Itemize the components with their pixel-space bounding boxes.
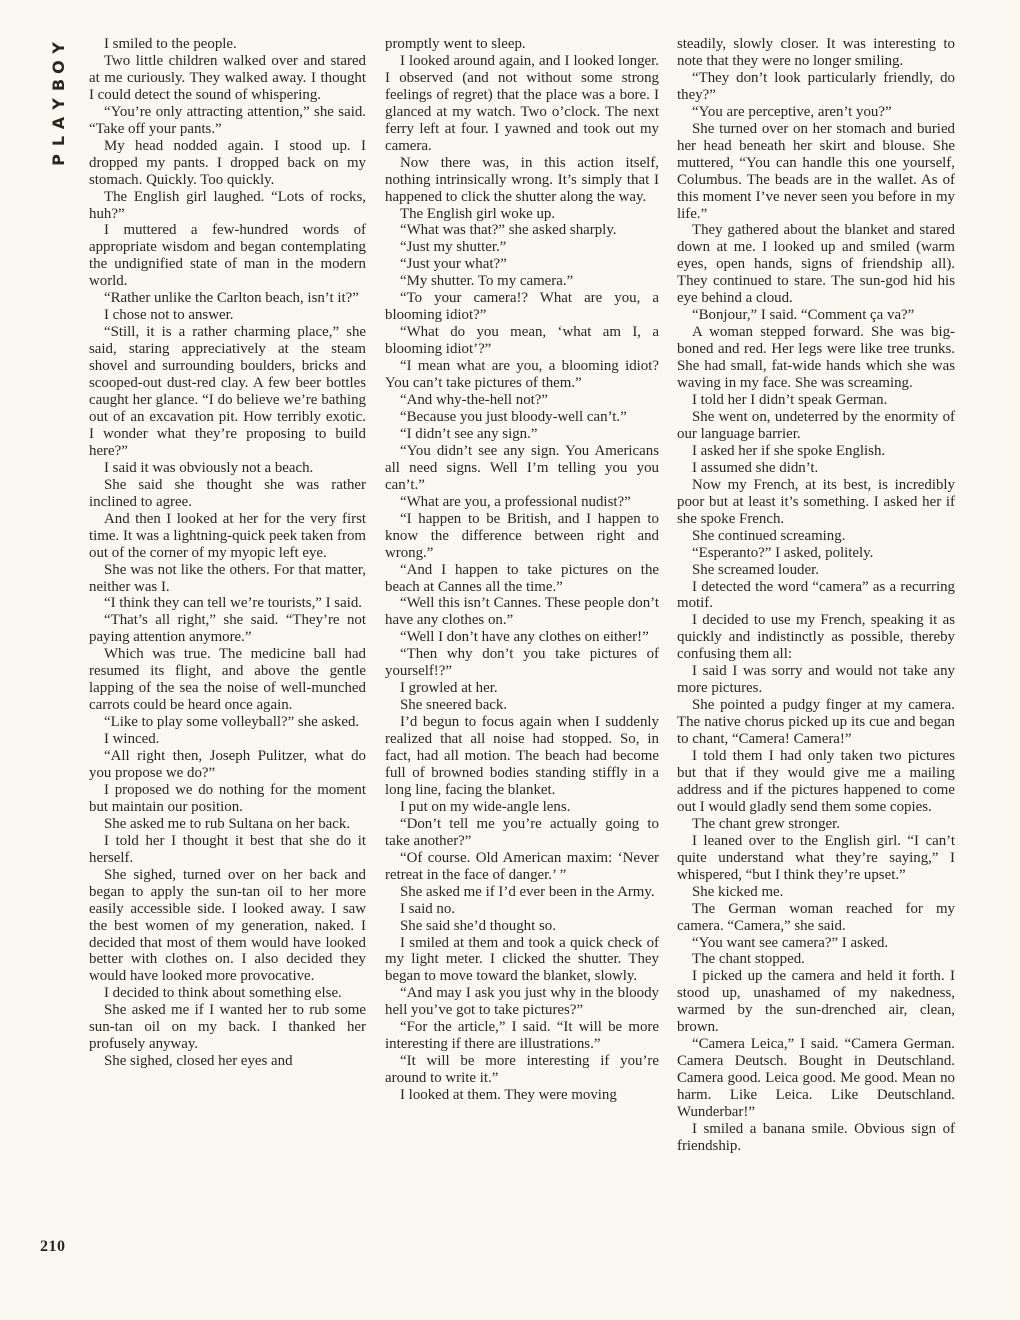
paragraph: “Just your what?” [400,256,507,273]
paragraph: “Still, it is a rather charming place,” she said, staring appreciatively at the steam shovel and surrounding boulders, bricks and scooped-out dust-red clay. A few beer bottles caught her glance. “I do believe we’re bathing out of an excavation pit. How terribly exotic. I wonder what they’re proposing to build here?” [89,324,366,459]
paragraph: “I mean what are you, a blooming idiot? You can’t take pictures of them.” [385,358,659,392]
playboy-masthead [42,38,76,170]
paragraph: “I think they can tell we’re tourists,” I said. [104,595,363,612]
paragraph: “Don’t tell me you’re actually going to take another?” [385,815,659,849]
paragraph: “Then why don’t you take pictures of yourself!?” [385,646,659,680]
paragraph: I picked up the camera and held it forth. I stood up, unashamed of my nakedness, warmed by the sun-drenched air, clean, brown. [677,968,955,1036]
paragraph: I asked her if she spoke English. [692,442,886,459]
paragraph: The chant stopped. [692,951,805,968]
paragraph: I looked at them. They were moving [400,1087,617,1104]
paragraph: She asked me to rub Sultana on her back. [104,815,351,832]
paragraph: She went on, undeterred by the enormity of our language barrier. [677,408,955,442]
paragraph: I leaned over to the English girl. “I can’t quite understand what they’re saying,” I whispered, “but I think they’re upset.” [677,832,955,883]
paragraph: “Bonjour,” I said. “Comment ça va?” [692,307,915,324]
paragraph: I detected the word “camera” as a recurring motif. [677,578,955,612]
paragraph: “You are perceptive, aren’t you?” [692,103,892,120]
paragraph: I winced. [104,731,160,748]
paragraph: “Just my shutter.” [400,239,507,256]
masthead-letter: O [49,60,68,74]
masthead-letter: Y [49,98,68,110]
paragraph: I said it was obviously not a beach. [104,459,314,476]
paragraph: She sneered back. [400,697,508,714]
masthead-letter: L [49,135,68,147]
paragraph: “It will be more interesting if you’re around to write it.” [385,1053,659,1087]
paragraph: She kicked me. [692,883,784,900]
paragraph: I told her I thought it best that she do it herself. [89,832,366,866]
paragraph: “To your camera!? What are you, a blooming idiot?” [385,290,659,324]
paragraph: “You didn’t see any sign. You Americans all need signs. Well I’m telling you you can’t.” [385,442,659,493]
paragraph: She said she’d thought so. [400,917,556,934]
paragraph: I chose not to answer. [104,307,234,324]
paragraph: “I happen to be British, and I happen to know the difference between right and wrong.” [385,510,659,561]
paragraph: I proposed we do nothing for the moment but maintain our position. [89,781,366,815]
paragraph: “Camera Leica,” I said. “Camera German. Camera Deutsch. Bought in Deutschland. Camera good. Leica good. Me good. Mean no harm. Like Leica. Like Deutschland. Wunderbar!” [677,1036,955,1121]
paragraph: She sighed, closed her eyes and [104,1053,293,1070]
paragraph: “And I happen to take pictures on the beach at Cannes all the time.” [385,561,659,595]
paragraph: I said I was sorry and would not take any more pictures. [677,663,955,697]
paragraph: “Well I don’t have any clothes on either!” [400,629,649,646]
paragraph: “And may I ask you just why in the bloody hell you’ve got to take pictures?” [385,985,659,1019]
masthead-letter: P [49,154,68,166]
paragraph: She asked me if I wanted her to rub some sun-tan oil on my back. I thanked her profusely anyway. [89,1002,366,1053]
paragraph: I told them I had only taken two pictures but that if they would give me a mailing address and if the pictures happened to come out I would gladly send them some copies. [677,748,955,815]
paragraph: promptly went to sleep. [385,36,526,52]
paragraph: “What are you, a professional nudist?” [400,493,631,510]
paragraph: She said she thought she was rather inclined to agree. [89,476,366,510]
paragraph: I muttered a few-hundred words of appropriate wisdom and began contemplating the undignified state of man in the modern world. [89,222,366,290]
paragraph: “I didn’t see any sign.” [400,425,538,442]
paragraph: “Because you just bloody-well can’t.” [400,408,627,425]
paragraph: I put on my wide-angle lens. [400,798,571,815]
paragraph: Which was true. The medicine ball had resumed its flight, and above the gentle lapping of the sea the noise of well-munched carrots could be heard once again. [89,646,366,714]
paragraph: “What do you mean, ‘what am I, a blooming idiot’?” [385,324,659,358]
paragraph: She was not like the others. For that matter, neither was I. [89,561,366,595]
paragraph: Two little children walked over and stared at me curiously. They walked away. I thought I could detect the sound of whispering. [89,52,366,103]
paragraph: “Rather unlike the Carlton beach, isn’t it?” [104,290,359,307]
paragraph: “What was that?” she asked sharply. [400,222,617,239]
text-column-1 [89,36,366,1070]
page-number: 210 [40,1238,66,1255]
paragraph: Now there was, in this action itself, nothing intrinsically wrong. It’s simply that I happened to click the shutter along the way. [385,154,659,205]
paragraph: A woman stepped forward. She was big-boned and red. Her legs were like tree trunks. She had small, fat-wide hands which she was waving in my face. She was screaming. [677,324,955,392]
paragraph: “For the article,” I said. “It will be more interesting if there are illustrations.” [385,1019,659,1053]
masthead-letter: A [49,116,68,130]
paragraph: “Well this isn’t Cannes. These people don’t have any clothes on.” [385,595,659,629]
paragraph: She asked me if I’d ever been in the Army. [400,883,655,900]
paragraph: She continued screaming. [692,527,846,544]
paragraph: My head nodded again. I stood up. I dropped my pants. I dropped back on my stomach. Quickly. Too quickly. [89,137,366,188]
paragraph: She turned over on her stomach and buried her head beneath her skirt and blouse. She muttered, “You can handle this one yourself, Columbus. The beads are in the wallet. As of this moment I’ve never seen you before in my life.” [677,120,955,222]
paragraph: I smiled to the people. [104,36,237,52]
paragraph: And then I looked at her for the very first time. It was a lightning-quick peek taken from out of the corner of my myopic left eye. [89,510,366,561]
paragraph: I looked around again, and I looked longer. I observed (and not without some strong feelings of regret) that the place was a bore. I glanced at my watch. Two o’clock. The next ferry left at four. I yawned and took out my camera. [385,52,659,154]
text-column-2 [385,36,659,1104]
paragraph: “That’s all right,” she said. “They’re not paying attention anymore.” [89,612,366,646]
paragraph: I said no. [400,900,456,917]
paragraph: I told her I didn’t speak German. [692,392,888,409]
masthead-letter: Y [49,42,68,54]
paragraph: I’d begun to focus again when I suddenly realized that all noise had stopped. So, in fact, had all motion. The beach had become full of browned bodies standing stiffly in a long line, facing the blanket. [385,714,659,798]
paragraph: I smiled at them and took a quick check of my light meter. I clicked the shutter. They began to move toward the blanket, slowly. [385,934,659,985]
paragraph: “All right then, Joseph Pulitzer, what do you propose we do?” [89,748,366,781]
paragraph: She sighed, turned over on her back and began to apply the sun-tan oil to her more easily accessible side. I looked away. I saw the best women of my generation, naked. I decided that most of them would have looked better with clothes on. I also decided they would have looked more provocative. [89,866,366,985]
masthead-letter: B [49,78,68,92]
paragraph: Now my French, at its best, is incredibly poor but at least it’s something. I asked her if she spoke French. [677,476,955,527]
paragraph: The chant grew stronger. [692,815,841,832]
paragraph: steadily, slowly closer. It was interesting to note that they were no longer smiling. [677,36,955,69]
paragraph: “You’re only attracting attention,” she said. “Take off your pants.” [89,103,366,137]
paragraph: I decided to think about something else. [104,985,342,1002]
paragraph: “Like to play some volleyball?” she asked. [104,714,360,731]
paragraph: “Of course. Old American maxim: ‘Never retreat in the face of danger.’ ” [385,849,659,883]
paragraph: “And why-the-hell not?” [400,392,549,409]
text-column-3 [677,36,955,1155]
paragraph: “You want see camera?” I asked. [692,934,889,951]
paragraph: The English girl laughed. “Lots of rocks, huh?” [89,188,366,222]
paragraph: The English girl woke up. [400,205,556,222]
paragraph: “Esperanto?” I asked, politely. [692,544,874,561]
paragraph: I assumed she didn’t. [692,459,819,476]
paragraph: She pointed a pudgy finger at my camera. The native chorus picked up its cue and began to chant, “Camera! Camera!” [677,697,955,748]
paragraph: “They don’t look particularly friendly, do they?” [677,69,955,103]
paragraph: They gathered about the blanket and stared down at me. I looked up and smiled (warm eyes, open hands, signs of friendship all). They continued to stare. The sun-god hid his eye behind a cloud. [677,222,955,307]
paragraph: The German woman reached for my camera. “Camera,” she said. [677,900,955,934]
paragraph: I smiled a banana smile. Obvious sign of friendship. [677,1121,955,1154]
paragraph: “My shutter. To my camera.” [400,273,574,290]
paragraph: I decided to use my French, speaking it as quickly and indistinctly as possible, thereby confusing them all: [677,612,955,663]
paragraph: I growled at her. [400,680,498,697]
paragraph: She screamed louder. [692,561,819,578]
